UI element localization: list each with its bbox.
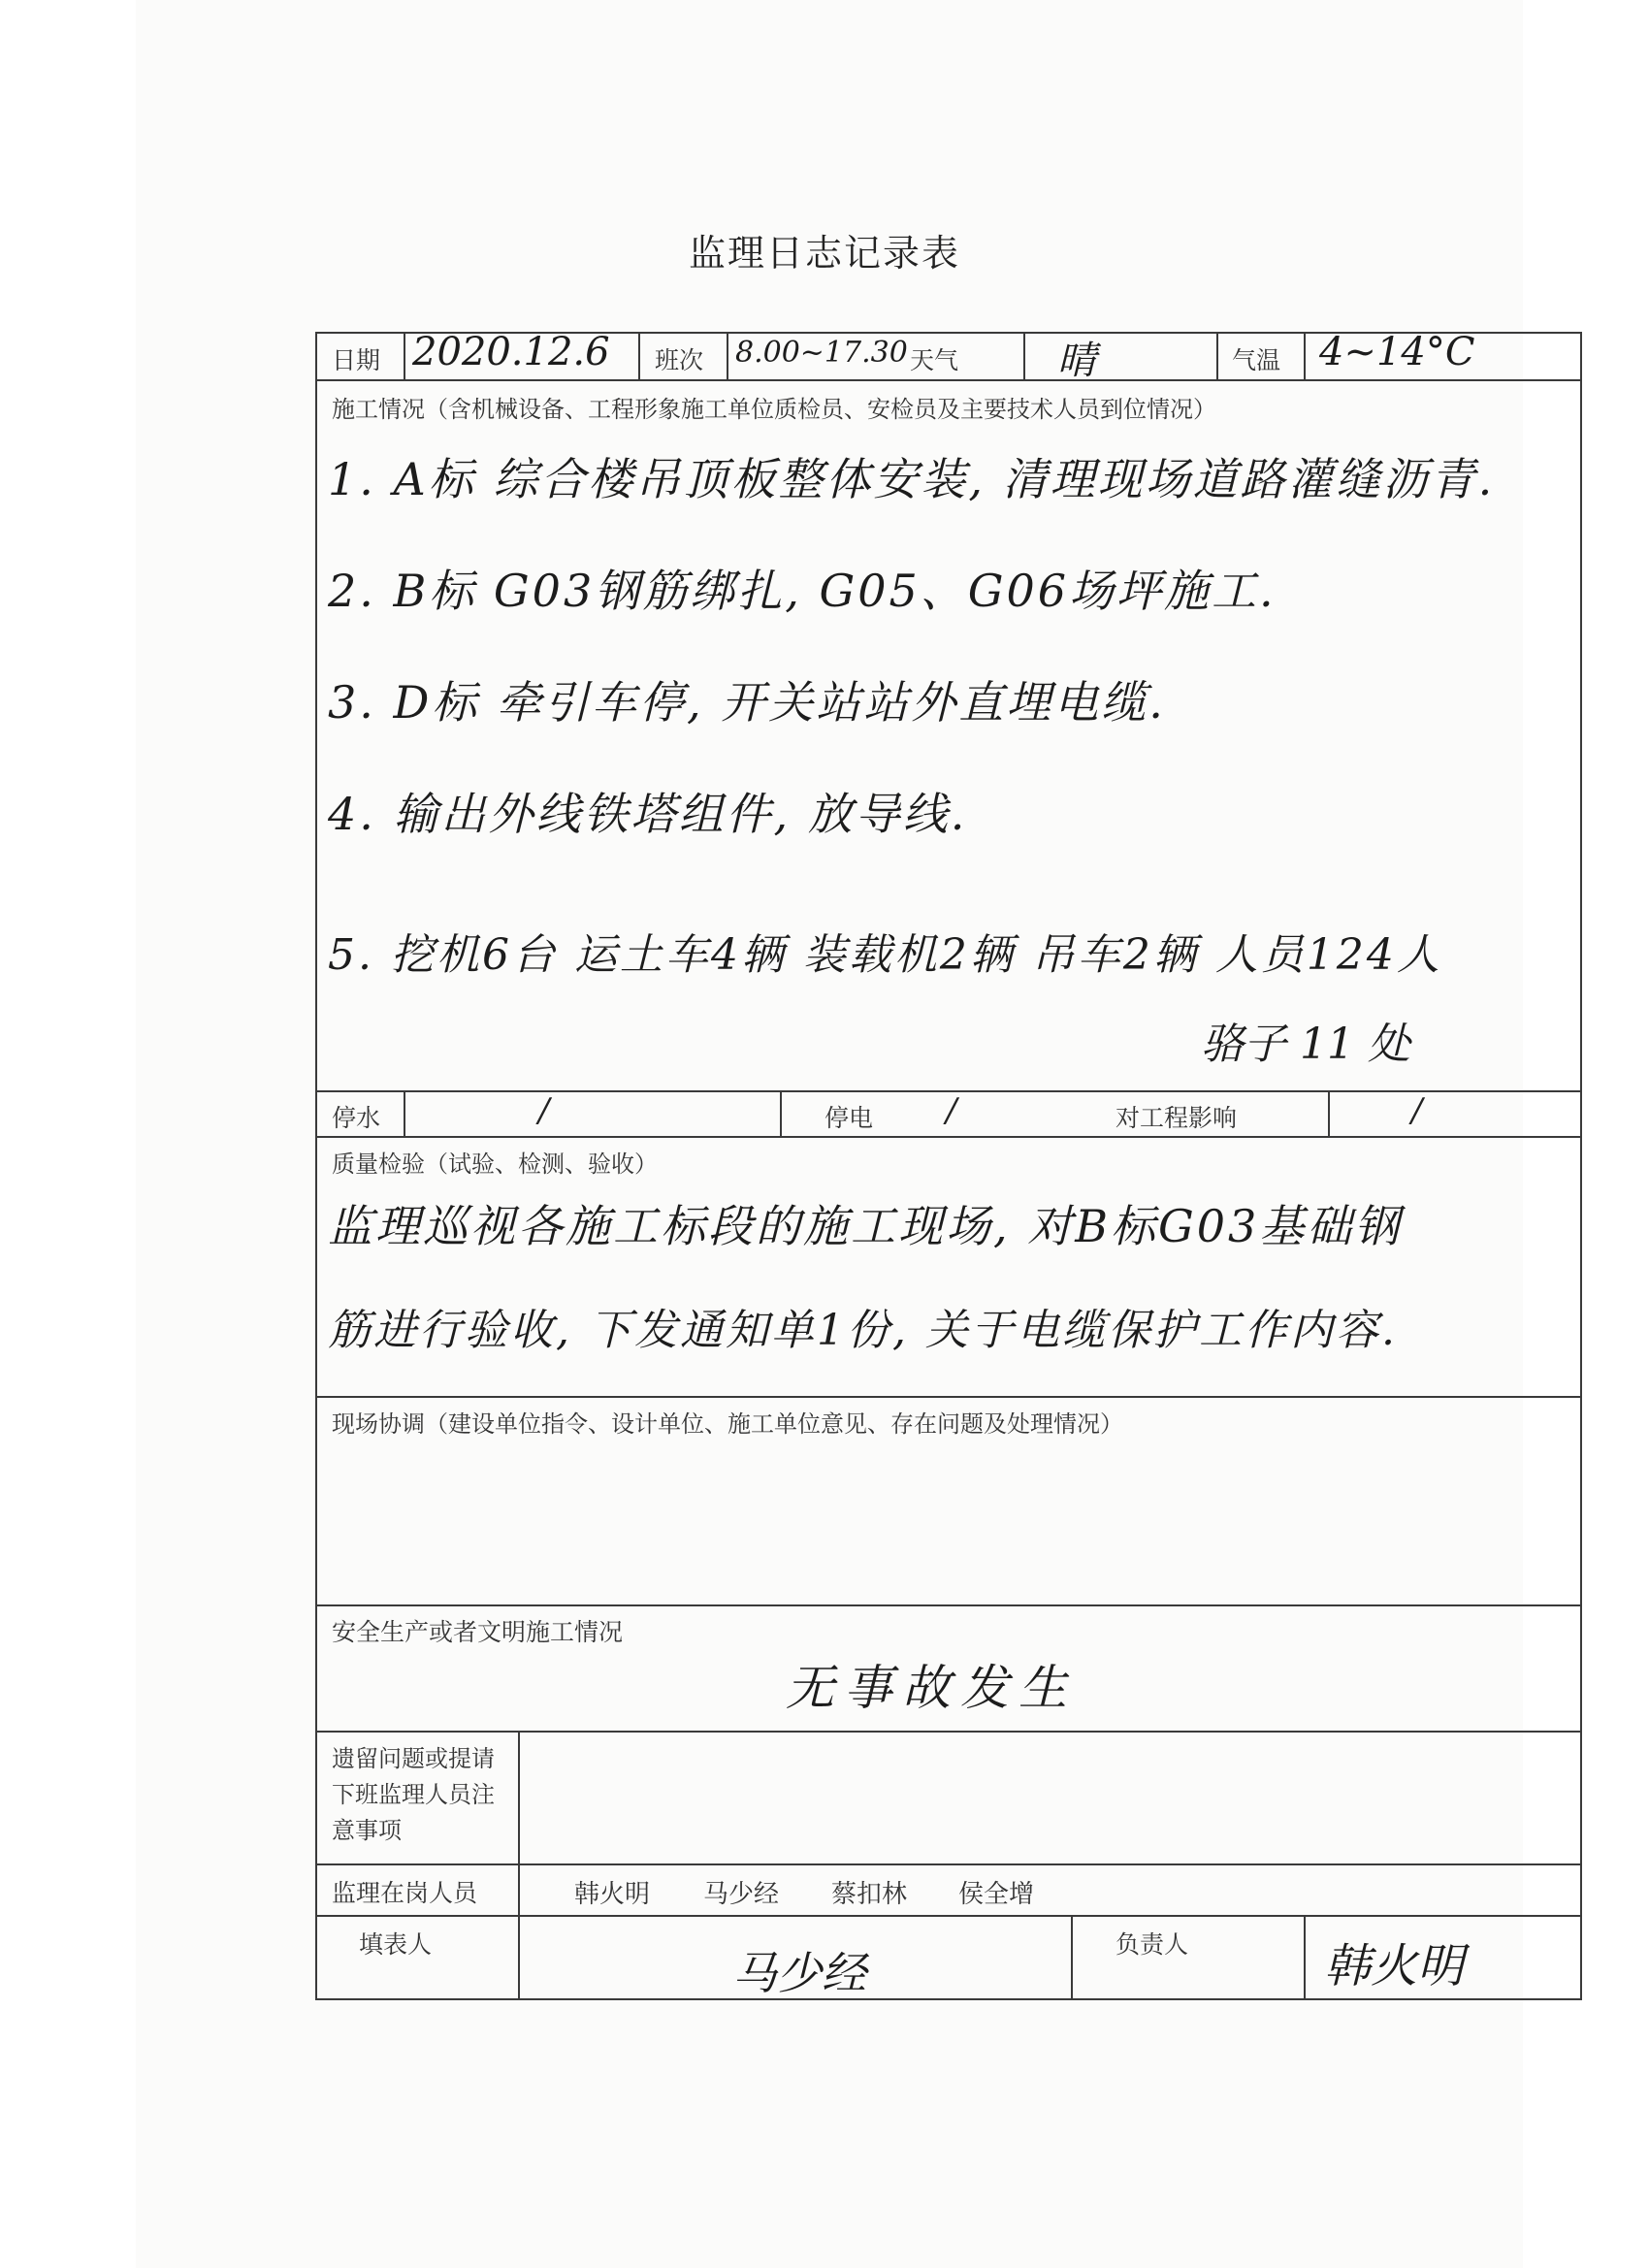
staff-name-4: 侯全增 — [958, 1880, 1035, 1909]
water-outage-value: / — [538, 1091, 550, 1130]
leftover-label-line-1: 遗留问题或提请 — [332, 1745, 495, 1772]
construction-line-3: 3. D标 牵引车停, 开关站站外直埋电缆. — [328, 676, 1166, 729]
weather-label: 天气 — [910, 346, 959, 374]
filler-label: 填表人 — [359, 1930, 433, 1959]
coordination-label: 现场协调（建设单位指令、设计单位、施工单位意见、存在问题及处理情况） — [332, 1410, 1123, 1438]
safety-label: 安全生产或者文明施工情况 — [332, 1618, 624, 1646]
construction-signature: 骆子 11 处 — [1201, 1020, 1410, 1069]
construction-line-5: 5. 挖机6台 运土车4辆 装载机2辆 吊车2辆 人员124人 — [328, 930, 1442, 980]
temperature-value: 4~14°C — [1319, 330, 1475, 374]
temperature-label: 气温 — [1232, 346, 1281, 374]
quality-label: 质量检验（试验、检测、验收） — [332, 1150, 658, 1178]
leftover-label — [332, 1741, 495, 1849]
weather-value: 晴 — [1057, 339, 1096, 383]
owner-label: 负责人 — [1116, 1930, 1189, 1959]
impact-value: / — [1411, 1091, 1423, 1130]
date-label: 日期 — [332, 346, 381, 374]
power-outage-value: / — [946, 1091, 957, 1130]
impact-label: 对工程影响 — [1116, 1104, 1238, 1132]
quality-line-1: 监理巡视各施工标段的施工现场, 对B标G03基础钢 — [328, 1200, 1403, 1252]
leftover-label-line-3: 意事项 — [332, 1817, 402, 1844]
staff-label: 监理在岗人员 — [332, 1879, 478, 1907]
filler-signature: 马少经 — [732, 1947, 866, 1999]
construction-line-1: 1. A标 综合楼吊顶板整体安装, 清理现场道路灌缝沥青. — [328, 453, 1496, 505]
staff-name-2: 马少经 — [703, 1880, 780, 1909]
safety-value: 无事故发生 — [786, 1660, 1077, 1716]
owner-signature: 韩火明 — [1324, 1939, 1465, 1993]
construction-line-4: 4. 输出外线铁塔组件, 放导线. — [328, 788, 968, 840]
form-title: 监理日志记录表 — [688, 232, 960, 275]
staff-name-1: 韩火明 — [574, 1880, 651, 1909]
power-outage-label: 停电 — [824, 1104, 874, 1132]
date-value: 2020.12.6 — [412, 330, 610, 374]
quality-line-2: 筋进行验收, 下发通知单1份, 关于电缆保护工作内容. — [328, 1306, 1398, 1355]
water-outage-label: 停水 — [332, 1104, 381, 1132]
construction-label: 施工情况（含机械设备、工程形象施工单位质检员、安检员及主要技术人员到位情况） — [332, 396, 1216, 423]
leftover-label-line-2: 下班监理人员注 — [332, 1781, 495, 1808]
staff-name-3: 蔡扣林 — [831, 1880, 908, 1909]
shift-label: 班次 — [655, 346, 704, 374]
shift-value: 8.00~17.30 — [735, 336, 908, 370]
construction-line-2: 2. B标 G03钢筋绑扎, G05、G06场坪施工. — [328, 565, 1277, 617]
